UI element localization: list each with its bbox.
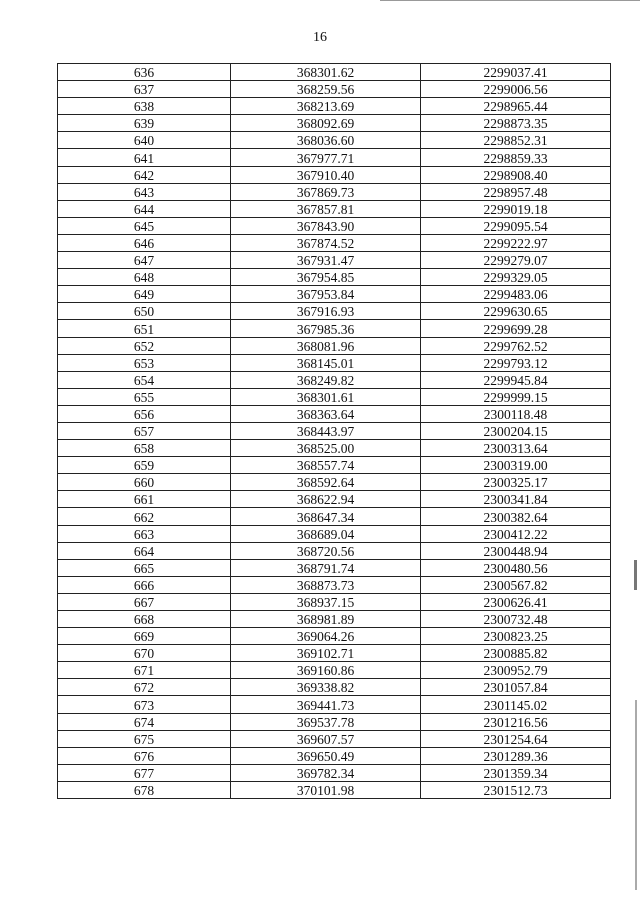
point-number-cell: 659: [58, 457, 231, 474]
y-coordinate-cell: 2300325.17: [421, 474, 611, 491]
x-coordinate-cell: 369537.78: [231, 713, 421, 730]
table-row: [58, 628, 611, 645]
table-row: [58, 747, 611, 764]
y-coordinate-cell: 2298965.44: [421, 98, 611, 115]
point-number-cell: 638: [58, 98, 231, 115]
y-coordinate-cell: 2300412.22: [421, 525, 611, 542]
point-number-cell: 672: [58, 679, 231, 696]
point-number-cell: 667: [58, 593, 231, 610]
x-coordinate-cell: 367869.73: [231, 183, 421, 200]
x-coordinate-cell: 368981.89: [231, 611, 421, 628]
table-row: [58, 713, 611, 730]
coordinates-table: [57, 63, 611, 799]
point-number-cell: 678: [58, 781, 231, 798]
point-number-cell: 650: [58, 303, 231, 320]
point-number-cell: 670: [58, 645, 231, 662]
table-row: [58, 269, 611, 286]
x-coordinate-cell: 368873.73: [231, 576, 421, 593]
x-coordinate-cell: 367954.85: [231, 269, 421, 286]
table-row: [58, 474, 611, 491]
y-coordinate-cell: 2299762.52: [421, 337, 611, 354]
y-coordinate-cell: 2300313.64: [421, 440, 611, 457]
table-row: [58, 542, 611, 559]
x-coordinate-cell: 368647.34: [231, 508, 421, 525]
x-coordinate-cell: 369607.57: [231, 730, 421, 747]
y-coordinate-cell: 2298852.31: [421, 132, 611, 149]
point-number-cell: 676: [58, 747, 231, 764]
point-number-cell: 666: [58, 576, 231, 593]
x-coordinate-cell: 367916.93: [231, 303, 421, 320]
table-row: [58, 354, 611, 371]
x-coordinate-cell: 368525.00: [231, 440, 421, 457]
x-coordinate-cell: 369441.73: [231, 696, 421, 713]
x-coordinate-cell: 368081.96: [231, 337, 421, 354]
table-row: [58, 320, 611, 337]
point-number-cell: 662: [58, 508, 231, 525]
table-row: [58, 98, 611, 115]
x-coordinate-cell: 367874.52: [231, 234, 421, 251]
table-row: [58, 149, 611, 166]
table-row: [58, 166, 611, 183]
point-number-cell: 643: [58, 183, 231, 200]
table-row: [58, 457, 611, 474]
x-coordinate-cell: 369160.86: [231, 662, 421, 679]
table-row: [58, 200, 611, 217]
y-coordinate-cell: 2299006.56: [421, 81, 611, 98]
x-coordinate-cell: 367910.40: [231, 166, 421, 183]
y-coordinate-cell: 2299095.54: [421, 217, 611, 234]
y-coordinate-cell: 2299329.05: [421, 269, 611, 286]
y-coordinate-cell: 2300823.25: [421, 628, 611, 645]
x-coordinate-cell: 369064.26: [231, 628, 421, 645]
point-number-cell: 657: [58, 422, 231, 439]
table-row: [58, 371, 611, 388]
point-number-cell: 654: [58, 371, 231, 388]
x-coordinate-cell: 368301.62: [231, 64, 421, 81]
y-coordinate-cell: 2300885.82: [421, 645, 611, 662]
point-number-cell: 636: [58, 64, 231, 81]
point-number-cell: 640: [58, 132, 231, 149]
y-coordinate-cell: 2299019.18: [421, 200, 611, 217]
x-coordinate-cell: 368689.04: [231, 525, 421, 542]
y-coordinate-cell: 2299037.41: [421, 64, 611, 81]
x-coordinate-cell: 367843.90: [231, 217, 421, 234]
table-row: [58, 81, 611, 98]
y-coordinate-cell: 2300567.82: [421, 576, 611, 593]
y-coordinate-cell: 2300480.56: [421, 559, 611, 576]
y-coordinate-cell: 2300732.48: [421, 611, 611, 628]
x-coordinate-cell: 368036.60: [231, 132, 421, 149]
table-row: [58, 679, 611, 696]
x-coordinate-cell: 369338.82: [231, 679, 421, 696]
y-coordinate-cell: 2300382.64: [421, 508, 611, 525]
point-number-cell: 637: [58, 81, 231, 98]
x-coordinate-cell: 368592.64: [231, 474, 421, 491]
y-coordinate-cell: 2299222.97: [421, 234, 611, 251]
x-coordinate-cell: 367953.84: [231, 286, 421, 303]
point-number-cell: 665: [58, 559, 231, 576]
y-coordinate-cell: 2301289.36: [421, 747, 611, 764]
y-coordinate-cell: 2301216.56: [421, 713, 611, 730]
table-row: [58, 576, 611, 593]
point-number-cell: 677: [58, 764, 231, 781]
point-number-cell: 651: [58, 320, 231, 337]
point-number-cell: 668: [58, 611, 231, 628]
table-row: [58, 730, 611, 747]
point-number-cell: 649: [58, 286, 231, 303]
coordinates-table-body: [58, 64, 611, 799]
point-number-cell: 660: [58, 474, 231, 491]
y-coordinate-cell: 2299945.84: [421, 371, 611, 388]
y-coordinate-cell: 2298957.48: [421, 183, 611, 200]
y-coordinate-cell: 2300319.00: [421, 457, 611, 474]
y-coordinate-cell: 2298859.33: [421, 149, 611, 166]
point-number-cell: 669: [58, 628, 231, 645]
x-coordinate-cell: 369102.71: [231, 645, 421, 662]
y-coordinate-cell: 2301057.84: [421, 679, 611, 696]
y-coordinate-cell: 2300204.15: [421, 422, 611, 439]
table-row: [58, 781, 611, 798]
point-number-cell: 645: [58, 217, 231, 234]
table-row: [58, 422, 611, 439]
y-coordinate-cell: 2301359.34: [421, 764, 611, 781]
y-coordinate-cell: 2299279.07: [421, 252, 611, 269]
point-number-cell: 646: [58, 234, 231, 251]
x-coordinate-cell: 368363.64: [231, 405, 421, 422]
x-coordinate-cell: 368622.94: [231, 491, 421, 508]
y-coordinate-cell: 2299630.65: [421, 303, 611, 320]
point-number-cell: 661: [58, 491, 231, 508]
point-number-cell: 675: [58, 730, 231, 747]
y-coordinate-cell: 2299999.15: [421, 388, 611, 405]
point-number-cell: 658: [58, 440, 231, 457]
table-row: [58, 303, 611, 320]
point-number-cell: 656: [58, 405, 231, 422]
y-coordinate-cell: 2300952.79: [421, 662, 611, 679]
table-row: [58, 645, 611, 662]
scan-edge-mark: [635, 700, 637, 890]
x-coordinate-cell: 370101.98: [231, 781, 421, 798]
point-number-cell: 647: [58, 252, 231, 269]
x-coordinate-cell: 368720.56: [231, 542, 421, 559]
point-number-cell: 674: [58, 713, 231, 730]
scan-top-rule: [380, 0, 640, 1]
point-number-cell: 644: [58, 200, 231, 217]
point-number-cell: 642: [58, 166, 231, 183]
y-coordinate-cell: 2298873.35: [421, 115, 611, 132]
table-row: [58, 662, 611, 679]
point-number-cell: 664: [58, 542, 231, 559]
table-row: [58, 64, 611, 81]
table-row: [58, 115, 611, 132]
x-coordinate-cell: 367857.81: [231, 200, 421, 217]
table-row: [58, 593, 611, 610]
page-number: 16: [313, 30, 327, 45]
x-coordinate-cell: 368791.74: [231, 559, 421, 576]
point-number-cell: 652: [58, 337, 231, 354]
table-row: [58, 405, 611, 422]
table-row: [58, 491, 611, 508]
table-row: [58, 217, 611, 234]
x-coordinate-cell: 368259.56: [231, 81, 421, 98]
table-row: [58, 388, 611, 405]
y-coordinate-cell: 2299483.06: [421, 286, 611, 303]
table-row: [58, 252, 611, 269]
point-number-cell: 639: [58, 115, 231, 132]
y-coordinate-cell: 2300341.84: [421, 491, 611, 508]
x-coordinate-cell: 367985.36: [231, 320, 421, 337]
table-row: [58, 337, 611, 354]
y-coordinate-cell: 2298908.40: [421, 166, 611, 183]
table-row: [58, 764, 611, 781]
y-coordinate-cell: 2299793.12: [421, 354, 611, 371]
table-row: [58, 440, 611, 457]
table-row: [58, 132, 611, 149]
point-number-cell: 655: [58, 388, 231, 405]
x-coordinate-cell: 368213.69: [231, 98, 421, 115]
table-row: [58, 696, 611, 713]
y-coordinate-cell: 2300118.48: [421, 405, 611, 422]
x-coordinate-cell: 368249.82: [231, 371, 421, 388]
table-row: [58, 234, 611, 251]
point-number-cell: 673: [58, 696, 231, 713]
x-coordinate-cell: 367931.47: [231, 252, 421, 269]
x-coordinate-cell: 368443.97: [231, 422, 421, 439]
point-number-cell: 663: [58, 525, 231, 542]
y-coordinate-cell: 2299699.28: [421, 320, 611, 337]
x-coordinate-cell: 367977.71: [231, 149, 421, 166]
scan-edge-mark: [634, 560, 637, 590]
x-coordinate-cell: 368557.74: [231, 457, 421, 474]
table-row: [58, 286, 611, 303]
y-coordinate-cell: 2301254.64: [421, 730, 611, 747]
table-row: [58, 183, 611, 200]
table-row: [58, 611, 611, 628]
y-coordinate-cell: 2300626.41: [421, 593, 611, 610]
y-coordinate-cell: 2300448.94: [421, 542, 611, 559]
point-number-cell: 653: [58, 354, 231, 371]
table-row: [58, 525, 611, 542]
y-coordinate-cell: 2301512.73: [421, 781, 611, 798]
point-number-cell: 648: [58, 269, 231, 286]
x-coordinate-cell: 368301.61: [231, 388, 421, 405]
x-coordinate-cell: 368937.15: [231, 593, 421, 610]
table-row: [58, 559, 611, 576]
point-number-cell: 671: [58, 662, 231, 679]
point-number-cell: 641: [58, 149, 231, 166]
x-coordinate-cell: 369782.34: [231, 764, 421, 781]
x-coordinate-cell: 368092.69: [231, 115, 421, 132]
x-coordinate-cell: 369650.49: [231, 747, 421, 764]
y-coordinate-cell: 2301145.02: [421, 696, 611, 713]
x-coordinate-cell: 368145.01: [231, 354, 421, 371]
table-row: [58, 508, 611, 525]
